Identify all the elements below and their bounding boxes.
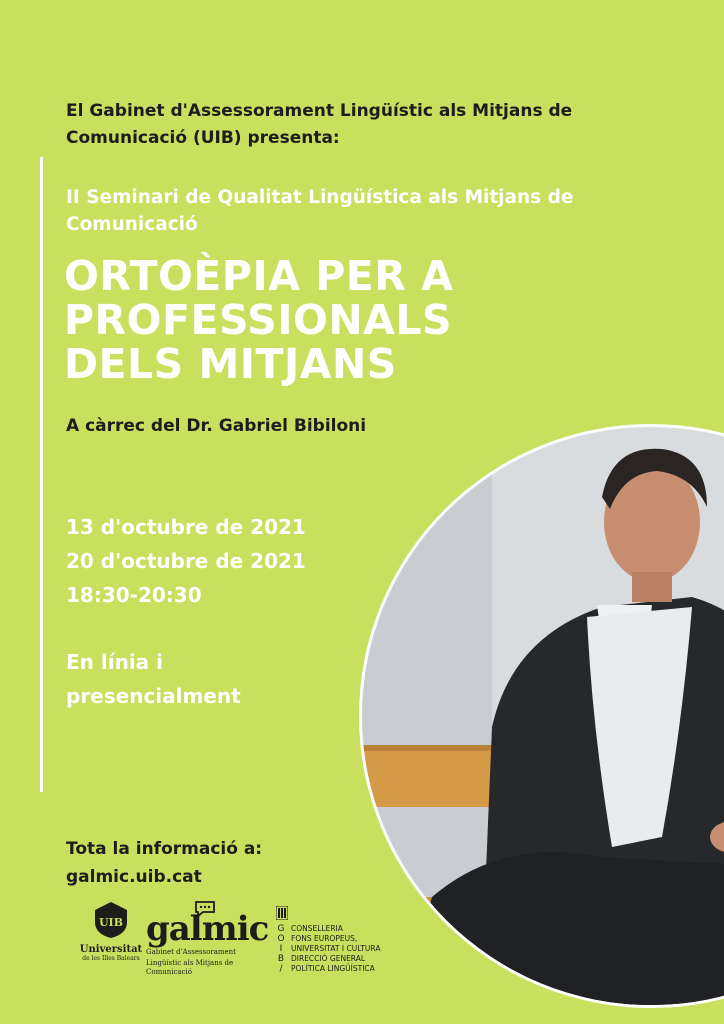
speaker-photo [362,427,724,1005]
info-block [66,835,326,891]
mode-line: presencialment [66,684,241,708]
galmic-sub-1: Gabinet d'Assessorament [146,948,236,956]
goib-line: DIRECCIÓ GENERAL [291,954,366,963]
uib-mark: UIB [98,916,124,929]
info-url[interactable]: galmic.uib.cat [66,867,202,887]
uib-sub: de les Illes Balears [82,955,140,962]
uib-logo [76,900,146,962]
goib-letter: I [279,944,283,954]
uib-name: Universitat [79,944,143,955]
time-line: 18:30-20:30 [66,583,202,607]
intro-text: El Gabinet d'Assessorament Lingüístic als Mitjans de Comunicació (UIB) presenta: [66,101,573,148]
galmic-sub-2: Lingüístic als Mitjans de Comunicació [146,959,234,976]
goib-line: UNIVERSITAT I CULTURA [291,944,381,953]
goib-text [291,924,406,974]
title-line: PROFESSIONALS [64,296,453,344]
goib-letter: / [279,964,283,974]
goib-letter: O [277,934,285,944]
info-label: Tota la informació a: [66,839,263,859]
date-line: 13 d'octubre de 2021 [66,515,306,539]
vertical-divider [40,157,43,792]
event-title [64,254,624,386]
goib-letter: G [277,924,285,934]
attendance-mode [66,645,326,713]
title-line: DELS MITJANS [64,340,397,388]
speaker-photo-illustration [362,427,724,1005]
date-line: 20 d'octubre de 2021 [66,549,306,573]
event-dates [66,510,386,612]
goib-line: POLÍTICA LINGÜÍSTICA [291,964,375,973]
mode-line: En línia i [66,650,163,674]
goib-letter: B [277,954,285,964]
goib-line: FONS EUROPEUS, [291,934,358,943]
goib-line: CONSELLERIA [291,924,343,933]
uib-shield-icon [91,900,131,940]
galmic-name: galmic [146,909,269,949]
seminar-subtitle: II Seminari de Qualitat Lingüística als Mitjans de Comunicació [66,187,574,235]
speaker-text: A càrrec del Dr. Gabriel Bibiloni [66,416,367,436]
goib-crest-icon [276,906,288,920]
galmic-logo [146,904,269,977]
title-line: ORTOÈPIA PER A [64,252,454,300]
speech-bubble-icon [194,900,216,918]
goib-letters [276,924,286,974]
